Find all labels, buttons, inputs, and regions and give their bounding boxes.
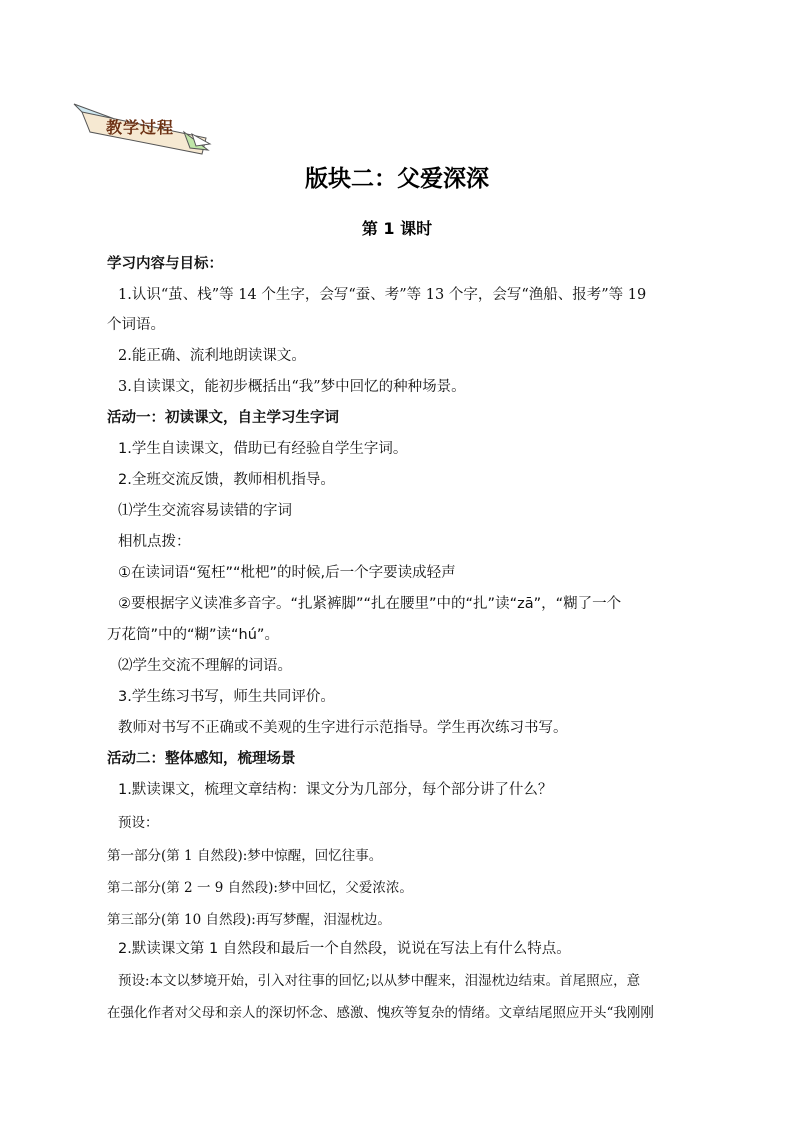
activity-2-preset-label: 预设： [118, 815, 159, 831]
activity-1-heading: 活动一：初读课文，自主学习生字词 [107, 410, 339, 426]
goal-1-line-b: 个词语。 [107, 317, 165, 333]
activity-1-step-2-sub-2: ⑵学生交流不理解的词语。 [118, 658, 292, 674]
activity-2-part-1: 第一部分(第 1 自然段):梦中惊醒，回忆往事。 [107, 848, 383, 864]
goal-1-line-a: 1.认识“茧、栈”等 14 个生字，会写“蚕、考”等 13 个字，会写“渔船、报考”等 19 [118, 287, 647, 303]
activity-2-heading: 活动二：整体感知，梳理场景 [107, 751, 296, 767]
activity-1-tip-1: ①在读词语“冤枉”“枇杷”的时候,后一个字要读成轻声 [118, 565, 456, 581]
activity-1-tip-2-line-a: ②要根据字义读准多音字。“扎紧裤脚”“扎在腰里”中的“扎”读“zā”，“糊了一个 [118, 596, 622, 612]
goals-heading: 学习内容与目标： [107, 256, 223, 272]
activity-1-tip-heading: 相机点拨： [118, 534, 191, 550]
activity-1-step-3-note: 教师对书写不正确或不美观的生字进行示范指导。学生再次练习书写。 [118, 720, 568, 736]
activity-2-step-1: 1.默读课文，梳理文章结构：课文分为几部分，每个部分讲了什么？ [118, 782, 553, 798]
activity-2-part-3: 第三部分(第 10 自然段):再写梦醒，泪湿枕边。 [107, 912, 391, 928]
activity-1-step-2: 2.全班交流反馈，教师相机指导。 [118, 472, 335, 488]
activity-2-step-2-preset-line-b: 在强化作者对父母和亲人的深切怀念、感激、愧疚等复杂的情绪。文章结尾照应开头“我刚刚 [107, 1005, 654, 1021]
goal-2: 2.能正确、流利地朗读课文。 [118, 348, 306, 364]
page-subtitle: 第 1 课时 [361, 219, 433, 238]
page-title: 版块二：父爱深深 [305, 166, 489, 192]
badge-label: 教学过程 [105, 118, 174, 137]
activity-1-step-3: 3.学生练习书写，师生共同评价。 [118, 689, 335, 705]
activity-2-step-2: 2.默读课文第 1 自然段和最后一个自然段，说说在写法上有什么特点。 [118, 941, 571, 957]
activity-2-step-2-preset-line-a: 预设:本文以梦境开始，引入对往事的回忆;以从梦中醒来，泪湿枕边结束。首尾照应，意 [118, 973, 641, 989]
goal-3: 3.自读课文，能初步概括出“我”梦中回忆的种种场景。 [118, 379, 466, 395]
activity-1-step-1: 1.学生自读课文，借助已有经验自学生字词。 [118, 441, 408, 457]
activity-1-step-2-sub-1: ⑴学生交流容易读错的字词 [118, 503, 292, 519]
activity-2-part-2: 第二部分(第 2 一 9 自然段):梦中回忆，父爱浓浓。 [107, 880, 413, 896]
activity-1-tip-2-line-b: 万花筒”中的“糊”读“hú”。 [107, 627, 279, 643]
